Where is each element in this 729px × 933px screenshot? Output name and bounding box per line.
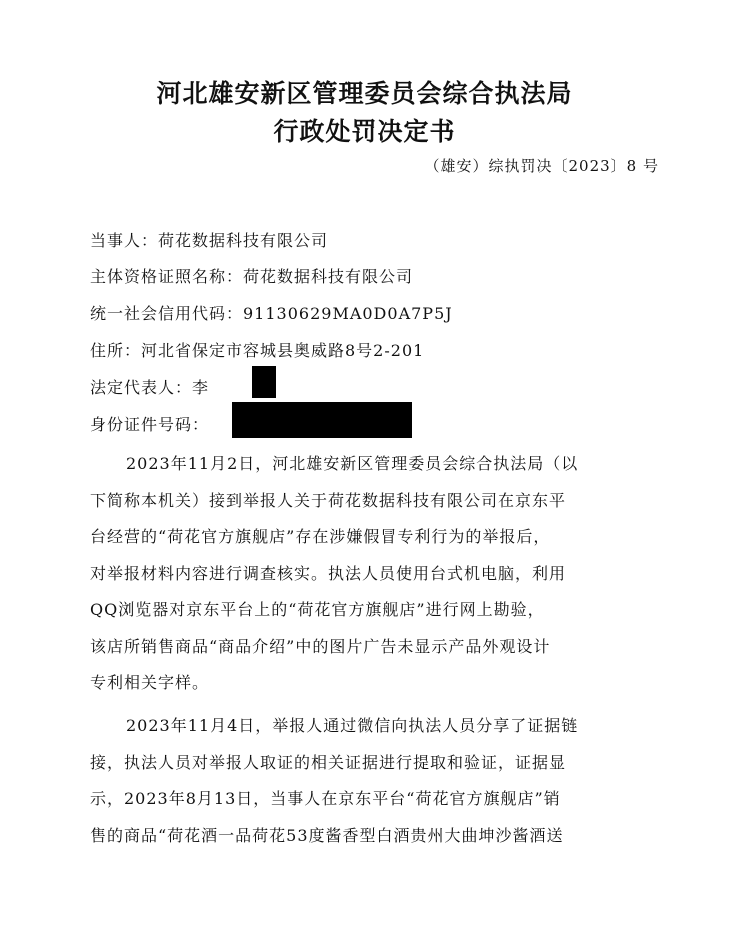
paragraph-line: 该店所销售商品“商品介绍”中的图片广告未显示产品外观设计 — [90, 636, 551, 656]
paragraph-line: QQ浏览器对京东平台上的“荷花官方旗舰店”进行网上勘验， — [90, 600, 545, 619]
paragraph-2 — [90, 708, 650, 854]
redaction-block-id — [232, 402, 412, 438]
address-field: 住所：河北省保定市容城县奥威路8号2-201 — [90, 341, 425, 360]
document-number: （雄安）综执罚决〔2023〕8 号 — [424, 157, 659, 175]
paragraph-line: 示，2023年8月13日，当事人在京东平台“荷花官方旗舰店”销 — [90, 789, 561, 808]
paragraph-line: 2023年11月4日，举报人通过微信向执法人员分享了证据链 — [126, 716, 579, 735]
paragraph-line: 下简称本机关）接到举报人关于荷花数据科技有限公司在京东平 — [90, 490, 567, 510]
document-title-line1: 河北雄安新区管理委员会综合执法局 — [156, 79, 573, 108]
credit-code-field: 统一社会信用代码：91130629MA0D0A7P5J — [90, 304, 453, 323]
paragraph-1 — [90, 446, 650, 702]
paragraph-line: 专利相关字样。 — [90, 673, 210, 692]
license-name-field: 主体资格证照名称：荷花数据科技有限公司 — [90, 267, 414, 286]
paragraph-line: 对举报材料内容进行调查核实。执法人员使用台式机电脑，利用 — [90, 563, 567, 583]
document-title-line2: 行政处罚决定书 — [273, 117, 456, 146]
redaction-block-name — [252, 366, 276, 398]
legal-representative-field: 法定代表人：李 — [90, 378, 210, 397]
paragraph-line: 售的商品“荷花酒一品荷花53度酱香型白酒贵州大曲坤沙酱酒送 — [90, 825, 564, 845]
paragraph-line: 2023年11月2日，河北雄安新区管理委员会综合执法局（以 — [126, 454, 579, 473]
paragraph-line: 接，执法人员对举报人取证的相关证据进行提取和验证，证据显 — [90, 752, 567, 772]
party-field: 当事人：荷花数据科技有限公司 — [90, 231, 329, 250]
id-number-field: 身份证件号码： — [90, 415, 210, 434]
paragraph-line: 台经营的“荷花官方旗舰店”存在涉嫌假冒专利行为的举报后， — [90, 527, 551, 546]
